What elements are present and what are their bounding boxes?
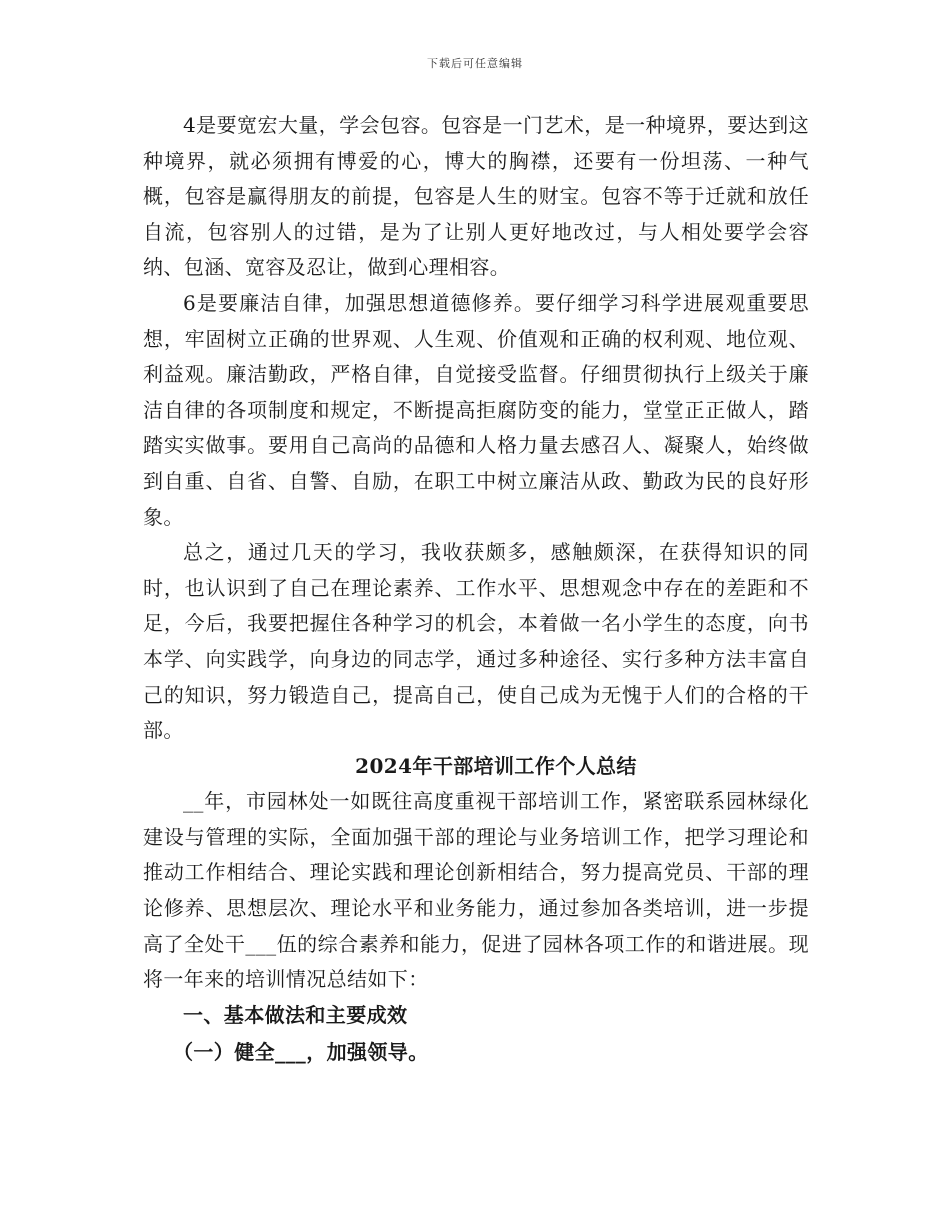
subsection-heading: （一）健全___，加强领导。 [173,1040,429,1065]
paragraph-intro: __年，市园林处一如既往高度重视干部培训工作，紧密联系园林绿化建设与管理的实际，全面加强干部的理论与业务培训工作，把学习理论和推动工作相结合、理论实践和理论创新相结合，努力提高党员、干部的理论修养、思想层次、理论水平和业务能力，通过参加各类培训，进一步提高了全处干___伍的综合素养和能力，促进了园林各项工作的和谐进展。现将一年来的培训情况总结如下： [143,789,809,992]
document-body [143,108,809,1071]
paragraph-tolerance: 4是要宽宏大量，学会包容。包容是一门艺术，是一种境界，要达到这种境界，就必须拥有博爱的心，博大的胸襟，还要有一份坦荡、一种气概，包容是赢得朋友的前提，包容是人生的财宝。包容不等于迁就和放任自流，包容别人的过错，是为了让别人更好地改过，与人相处要学会容纳、包涵、宽容及忍让，做到心理相容。 [143,113,809,280]
article-title: 2024年干部培训工作个人总结 [355,753,637,778]
section-heading: 一、基本做法和主要成效 [183,1002,408,1027]
header-note: 下载后可任意编辑 [427,57,523,70]
paragraph-conclusion: 总之，通过几天的学习，我收获颇多，感触颇深，在获得知识的同时，也认识到了自己在理论素养、工作水平、思想观念中存在的差距和不足，今后，我要把握住各种学习的机会，本着做一名小学生的态度，向书本学、向实践学，向身边的同志学，通过多种途径、实行多种方法丰富自己的知识，努力锻造自己，提高自己，使自己成为无愧于人们的合格的干部。 [143,540,809,743]
paragraph-integrity: 6是要廉洁自律，加强思想道德修养。要仔细学习科学进展观重要思想，牢固树立正确的世界观、人生观、价值观和正确的权利观、地位观、利益观。廉洁勤政，严格自律，自觉接受监督。仔细贯彻执行上级关于廉洁自律的各项制度和规定，不断提高拒腐防变的能力，堂堂正正做人，踏踏实实做事。要用自己高尚的品德和人格力量去感召人、凝聚人，始终做到自重、自省、自警、自励，在职工中树立廉洁从政、勤政为民的良好形象。 [143,290,809,529]
